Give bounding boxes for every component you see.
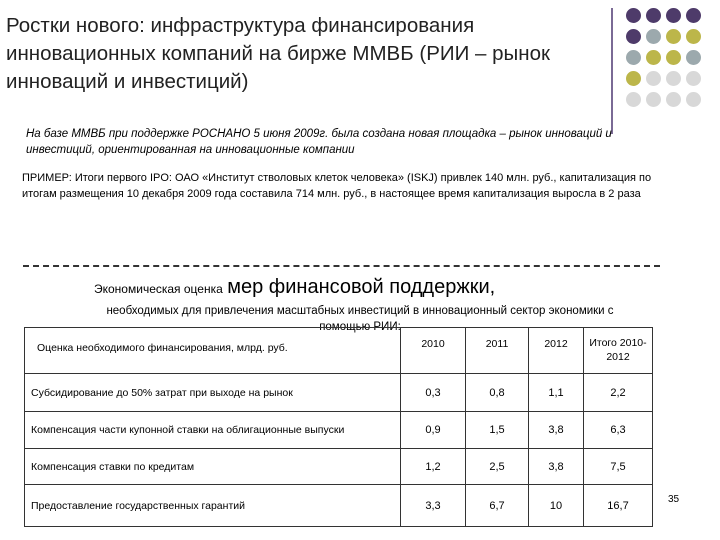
- decorative-dot: [686, 8, 701, 23]
- section-heading-big: мер финансовой поддержки,: [227, 276, 496, 298]
- row-value: 0,3: [401, 374, 466, 412]
- financing-table: [24, 327, 653, 527]
- row-value: 3,8: [529, 412, 584, 449]
- row-value: 3,3: [401, 485, 466, 527]
- decorative-dots: [626, 8, 720, 118]
- row-value: 10: [529, 485, 584, 527]
- decorative-dot: [626, 50, 641, 65]
- decorative-dot: [686, 92, 701, 107]
- row-label: Предоставление государственных гарантий: [25, 485, 401, 527]
- table-row: [25, 374, 653, 412]
- row-value: 16,7: [584, 485, 653, 527]
- table-header-2011: 2011: [466, 328, 529, 374]
- page-number: 35: [668, 494, 680, 505]
- decorative-dot: [686, 29, 701, 44]
- decorative-dot: [626, 71, 641, 86]
- table-header-total: Итого 2010-2012: [584, 328, 653, 374]
- decorative-dot: [686, 50, 701, 65]
- row-value: 0,9: [401, 412, 466, 449]
- decorative-dot: [686, 71, 701, 86]
- table-row: [25, 449, 653, 485]
- dashed-divider: [23, 265, 660, 267]
- row-label: Субсидирование до 50% затрат при выходе на рынок: [25, 374, 401, 412]
- section-heading-small: Экономическая оценка: [94, 282, 223, 296]
- table-header-row: [25, 328, 653, 374]
- row-value: 1,1: [529, 374, 584, 412]
- decorative-dot: [646, 92, 661, 107]
- table-header-2012: 2012: [529, 328, 584, 374]
- decorative-dot: [666, 92, 681, 107]
- decorative-dot: [666, 29, 681, 44]
- row-value: 6,7: [466, 485, 529, 527]
- row-value: 1,5: [466, 412, 529, 449]
- decorative-dot: [646, 8, 661, 23]
- table-row: [25, 412, 653, 449]
- row-label: Компенсация части купонной ставки на облигационные выпуски: [25, 412, 401, 449]
- table-row: [25, 485, 653, 527]
- decorative-dot: [626, 8, 641, 23]
- row-value: 2,2: [584, 374, 653, 412]
- table-header-label: Оценка необходимого финансирования, млрд. руб.: [25, 328, 401, 374]
- section-subheading: необходимых для привлечения масштабных инвестиций в инновационный сектор экономики с помощью РИИ:: [106, 305, 614, 333]
- decorative-dot: [646, 29, 661, 44]
- decorative-dot: [666, 8, 681, 23]
- row-value: 2,5: [466, 449, 529, 485]
- decorative-dot: [626, 29, 641, 44]
- decorative-dot: [646, 71, 661, 86]
- section-heading: [94, 276, 654, 299]
- example-text: ПРИМЕР: Итоги первого IPO: ОАО «Институт стволовых клеток человека» (ISKJ) привлек 140 млн. руб., капитализация по итогам размещения 10 декабря 2009 года составила 714 млн. руб., в настоящее время капитализация выросла в 2 раза: [22, 172, 652, 200]
- table-header-2010: 2010: [401, 328, 466, 374]
- row-value: 1,2: [401, 449, 466, 485]
- row-label: Компенсация ставки по кредитам: [25, 449, 401, 485]
- intro-text: На базе ММВБ при поддержке РОСНАНО 5 июня 2009г. была создана новая площадка – рынок инноваций и инвестиций, ориентированная на инновационные компании: [26, 128, 612, 156]
- decorative-dot: [666, 71, 681, 86]
- slide-title: Ростки нового: инфраструктура финансирования инновационных компаний на бирже ММВБ (РИИ – рынок инноваций и инвестиций): [6, 14, 550, 93]
- row-value: 7,5: [584, 449, 653, 485]
- title-divider: [611, 8, 613, 134]
- decorative-dot: [626, 92, 641, 107]
- row-value: 0,8: [466, 374, 529, 412]
- decorative-dot: [646, 50, 661, 65]
- row-value: 6,3: [584, 412, 653, 449]
- decorative-dot: [666, 50, 681, 65]
- row-value: 3,8: [529, 449, 584, 485]
